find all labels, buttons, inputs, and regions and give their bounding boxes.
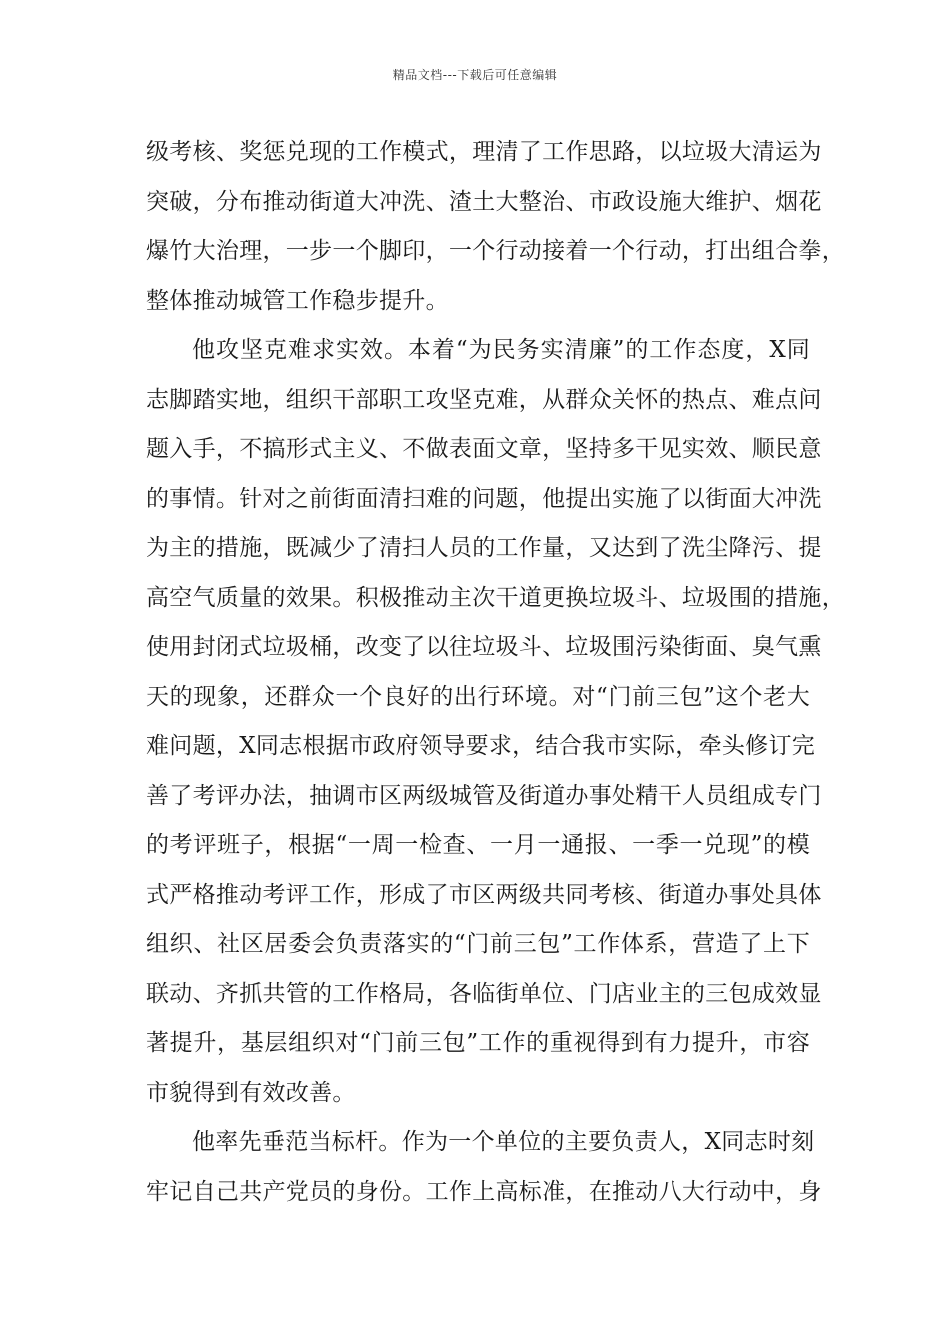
- text-line: 整体推动城管工作稳步提升。: [146, 287, 449, 314]
- page-header: 精品文档---下载后可任意编辑: [392, 68, 558, 82]
- text-line: 高空气质量的效果。积极推动主次干道更换垃圾斗、垃圾围的措施，: [146, 584, 845, 611]
- text-line: 为主的措施，既减少了清扫人员的工作量，又达到了洗尘降污、提: [146, 535, 822, 561]
- paragraph-2: [146, 326, 845, 1118]
- text-line: 他攻坚克难求实效。本着“为民务实清廉”的工作态度，X同: [192, 337, 810, 363]
- text-line: 他率先垂范当标杆。作为一个单位的主要负责人，X同志时刻: [192, 1129, 815, 1155]
- paragraph-1: [146, 128, 845, 326]
- text-line: 天的现象，还群众一个良好的出行环境。对“门前三包”这个老大: [146, 683, 810, 710]
- text-line: 式严格推动考评工作，形成了市区两级共同考核、街道办事处具体: [146, 881, 822, 908]
- text-line: 突破，分布推动街道大冲洗、渣土大整治、市政设施大维护、烟花: [146, 188, 822, 215]
- text-line: 爆竹大治理，一步一个脚印，一个行动接着一个行动，打出组合拳，: [146, 238, 845, 264]
- text-line: 牢记自己共产党员的身份。工作上高标准，在推动八大行动中，身: [146, 1178, 822, 1205]
- text-line: 的事情。针对之前街面清扫难的问题，他提出实施了以街面大冲洗: [146, 485, 822, 512]
- text-line: 使用封闭式垃圾桶，改变了以往垃圾斗、垃圾围污染街面、臭气熏: [146, 634, 822, 660]
- text-line: 著提升，基层组织对“门前三包”工作的重视得到有力提升，市容: [146, 1030, 810, 1056]
- text-line: 级考核、奖惩兑现的工作模式，理清了工作思路，以垃圾大清运为: [146, 139, 822, 165]
- text-line: 的考评班子，根据“一周一检查、一月一通报、一季一兑现”的模: [146, 832, 810, 858]
- text-line: 难问题，X同志根据市政府领导要求，结合我市实际，牵头修订完: [146, 733, 816, 759]
- document-body: [146, 128, 845, 1217]
- text-line: 善了考评办法，抽调市区两级城管及街道办事处精干人员组成专门: [146, 782, 822, 809]
- text-line: 市貌得到有效改善。: [146, 1079, 356, 1106]
- text-line: 题入手，不搞形式主义、不做表面文章，坚持多干见实效、顺民意: [146, 436, 822, 462]
- paragraph-3: [146, 1118, 822, 1217]
- text-line: 联动、齐抓共管的工作格局，各临街单位、门店业主的三包成效显: [146, 980, 822, 1007]
- text-line: 组织、社区居委会负责落实的“门前三包”工作体系，营造了上下: [146, 931, 810, 957]
- text-line: 志脚踏实地，组织干部职工攻坚克难，从群众关怀的热点、难点问: [146, 386, 822, 413]
